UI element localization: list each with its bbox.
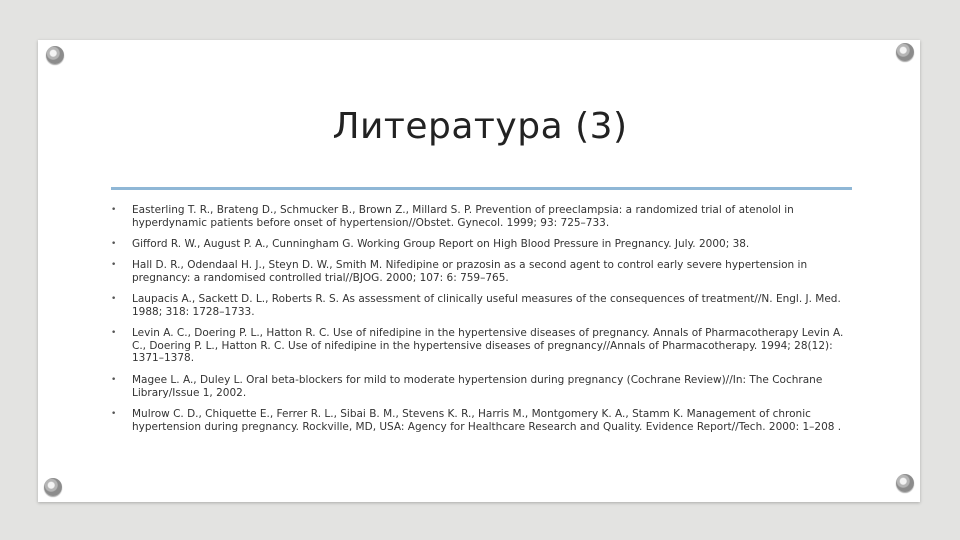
reference-item <box>111 259 847 284</box>
title-divider <box>111 187 852 190</box>
bullet-icon: • <box>111 294 117 304</box>
reference-item <box>111 408 847 433</box>
pushpin-bottom-left <box>44 478 62 496</box>
reference-text: Levin A. C., Doering P. L., Hatton R. C. Use of nifedipine in the hypertensive diseases of pregnancy. Annals of Pharmacotherapy Levin A. C., Doering P. L., Hatton R. C. Use of nifedipine in the hypertensive diseases of pregnancy//Annals of Pharmacotherapy. 1994; 28(12): 1371–1378. <box>132 327 844 364</box>
bullet-icon: • <box>111 205 117 215</box>
bullet-icon: • <box>111 239 117 249</box>
pushpin-bottom-right <box>896 474 914 492</box>
bullet-icon: • <box>111 375 117 385</box>
reference-text: Hall D. R., Odendaal H. J., Steyn D. W., Smith M. Nifedipine or prazosin as a second agent to control early severe hypertension in pregnancy: a randomised controlled trial//BJOG. 2000; 107: 6: 759–765. <box>132 259 808 284</box>
reference-text: Laupacis A., Sackett D. L., Roberts R. S. As assessment of clinically useful measures of the consequences of treatment//N. Engl. J. Med. 1988; 318: 1728–1733. <box>132 293 841 318</box>
reference-item <box>111 327 847 365</box>
reference-text: Mulrow C. D., Chiquette E., Ferrer R. L., Sibai B. M., Stevens K. R., Harris M., Montgomery K. A., Stamm K. Management of chronic hypertension during pregnancy. Rockville, MD, USA: Agency for Healthcare Research and Quality. Evidence Report//Tech. 2000: 1–208 . <box>132 408 842 433</box>
reference-item <box>111 293 847 318</box>
reference-text: Easterling T. R., Brateng D., Schmucker B., Brown Z., Millard S. P. Prevention of preeclampsia: a randomized trial of atenolol in hyperdynamic patients before onset of hypertension//Obstet. Gynecol. 1999; 93: 725–733. <box>132 204 794 229</box>
bullet-icon: • <box>111 409 117 419</box>
reference-item <box>111 374 847 399</box>
bullet-icon: • <box>111 260 117 270</box>
pushpin-top-left <box>46 46 64 64</box>
slide-title: Литература (3) <box>332 106 628 147</box>
reference-item <box>111 204 847 229</box>
reference-text: Gifford R. W., August P. A., Cunningham G. Working Group Report on High Blood Pressure in Pregnancy. July. 2000; 38. <box>132 238 750 250</box>
reference-text: Magee L. A., Duley L. Oral beta-blockers for mild to moderate hypertension during pregnancy (Cochrane Review)//In: The Cochrane Library/Issue 1, 2002. <box>132 374 823 399</box>
bullet-icon: • <box>111 328 117 338</box>
reference-item <box>111 238 847 251</box>
pushpin-top-right <box>896 43 914 61</box>
